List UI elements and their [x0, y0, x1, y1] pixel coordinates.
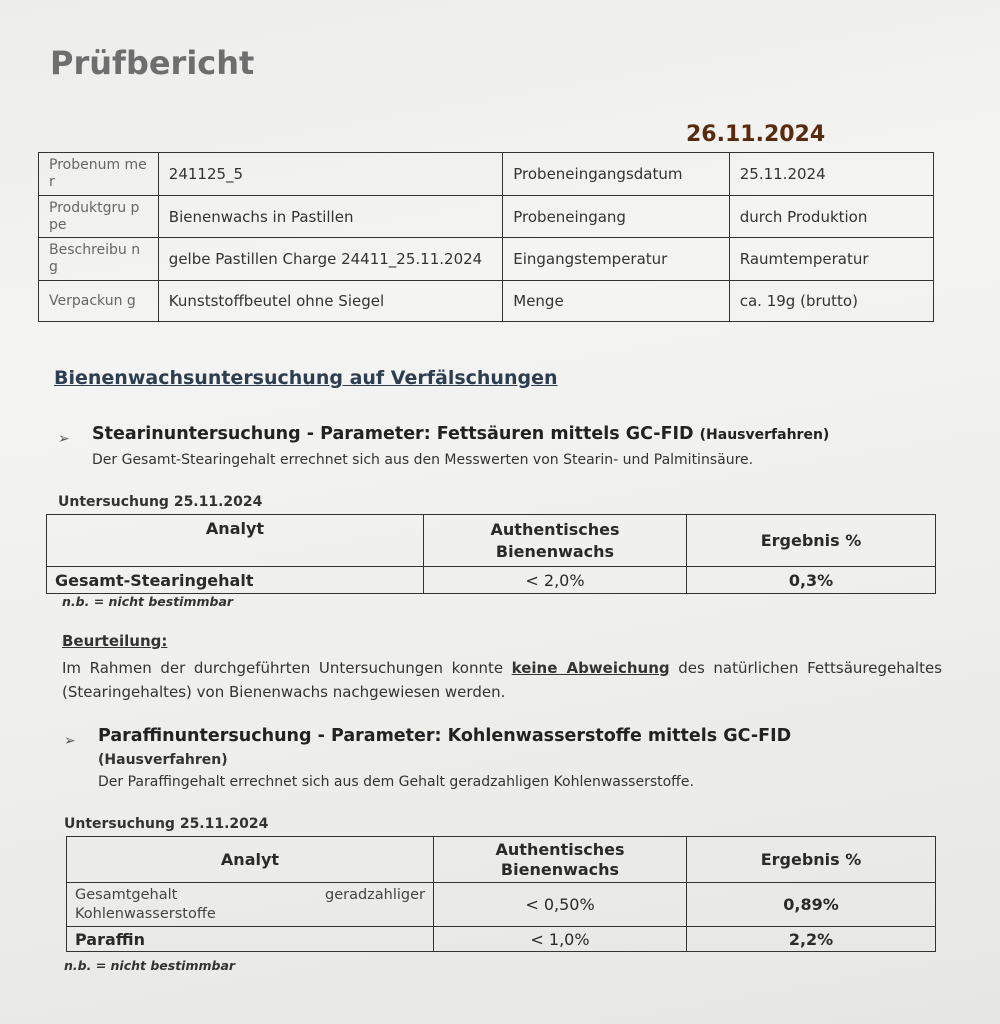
value-probeneingang: durch Produktion: [729, 196, 933, 238]
table-header-row: [47, 515, 936, 567]
paraffin-results-table: [66, 836, 936, 952]
header-authentisch: Authentisches Bienenwachs: [424, 515, 687, 567]
stearin-untersuchung: Untersuchung 25.11.2024: [58, 494, 263, 510]
paraffin-method: (Hausverfahren): [98, 752, 228, 768]
paraffin-untersuchung: Untersuchung 25.11.2024: [64, 816, 269, 832]
label-produktgruppe: Produktgru ppe: [39, 196, 159, 238]
cell-authentisch: < 2,0%: [424, 567, 687, 594]
paraffin-heading: Paraffinuntersuchung - Parameter: Kohlenwasserstoffe mittels GC-FID: [98, 726, 792, 746]
label-menge: Menge: [503, 281, 729, 322]
cell-authentisch: < 1,0%: [434, 927, 687, 952]
table-row: [47, 567, 936, 594]
table-row: [39, 153, 934, 196]
table-row: [39, 196, 934, 238]
stearin-heading: [92, 424, 829, 444]
table-row: [39, 281, 934, 322]
table-row: [67, 883, 936, 927]
header-analyt: Analyt: [47, 515, 424, 567]
stearin-note: Der Gesamt-Stearingehalt errechnet sich aus den Messwerten von Stearin- und Palmitinsäure.: [92, 452, 754, 468]
cell-authentisch: < 0,50%: [434, 883, 687, 927]
label-probennummer: Probenum mer: [39, 153, 159, 196]
value-eingangstemperatur: Raumtemperatur: [729, 238, 933, 281]
label-eingangstemperatur: Eingangstemperatur: [503, 238, 729, 281]
table-row: [39, 238, 934, 281]
label-probeneingang: Probeneingang: [503, 196, 729, 238]
header-analyt: Analyt: [67, 837, 434, 883]
section-title: Bienenwachsuntersuchung auf Verfälschungen: [54, 367, 558, 389]
label-verpackung: Verpackun g: [39, 281, 159, 322]
stearin-method: (Hausverfahren): [699, 427, 830, 443]
stearin-heading-text: Stearinuntersuchung - Parameter: Fettsäuren mittels GC-FID: [92, 424, 694, 444]
value-menge: ca. 19g (brutto): [729, 281, 933, 322]
stearin-results-table: [46, 514, 936, 594]
paraffin-note: Der Paraffingehalt errechnet sich aus dem Gehalt geradzahligen Kohlenwasserstoffe.: [98, 774, 694, 790]
report-title: Prüfbericht: [50, 44, 255, 82]
beurteilung-text: Im Rahmen der durchgeführten Untersuchungen konnte keine Abweichung des natürlichen Fettsäuregehaltes (Stearingehaltes) von Bienenwachs nachgewiesen werden.: [62, 659, 942, 701]
cell-ergebnis: 2,2%: [687, 927, 936, 952]
table-header-row: [67, 837, 936, 883]
value-probennummer: 241125_5: [158, 153, 502, 196]
header-ergebnis: Ergebnis %: [687, 837, 936, 883]
table-row: [67, 927, 936, 952]
value-probeneingangsdatum: 25.11.2024: [729, 153, 933, 196]
cell-analyt: Gesamt-Stearingehalt: [47, 567, 424, 594]
cell-ergebnis: 0,3%: [687, 567, 936, 594]
bullet-icon: ➢: [64, 733, 76, 749]
sample-info-table: [38, 152, 934, 322]
cell-ergebnis: 0,89%: [687, 883, 936, 927]
header-authentisch: Authentisches Bienenwachs: [434, 837, 687, 883]
report-date: 26.11.2024: [686, 122, 826, 147]
value-verpackung: Kunststoffbeutel ohne Siegel: [158, 281, 502, 322]
keine-abweichung-emphasis: keine Abweichung: [511, 659, 670, 677]
bullet-icon: ➢: [58, 431, 70, 447]
beurteilung-title: Beurteilung:: [62, 632, 168, 650]
value-produktgruppe: Bienenwachs in Pastillen: [158, 196, 502, 238]
label-beschreibung: Beschreibu ng: [39, 238, 159, 281]
stearin-nb-footnote: n.b. = nicht bestimmbar: [62, 594, 234, 609]
label-probeneingangsdatum: Probeneingangsdatum: [503, 153, 729, 196]
cell-analyt: Gesamtgehalt geradzahliger Kohlenwasserstoffe: [67, 883, 434, 927]
header-ergebnis: Ergebnis %: [687, 515, 936, 567]
cell-analyt: Paraffin: [67, 927, 434, 952]
value-beschreibung: gelbe Pastillen Charge 24411_25.11.2024: [158, 238, 502, 281]
paraffin-nb-footnote: n.b. = nicht bestimmbar: [64, 958, 236, 973]
